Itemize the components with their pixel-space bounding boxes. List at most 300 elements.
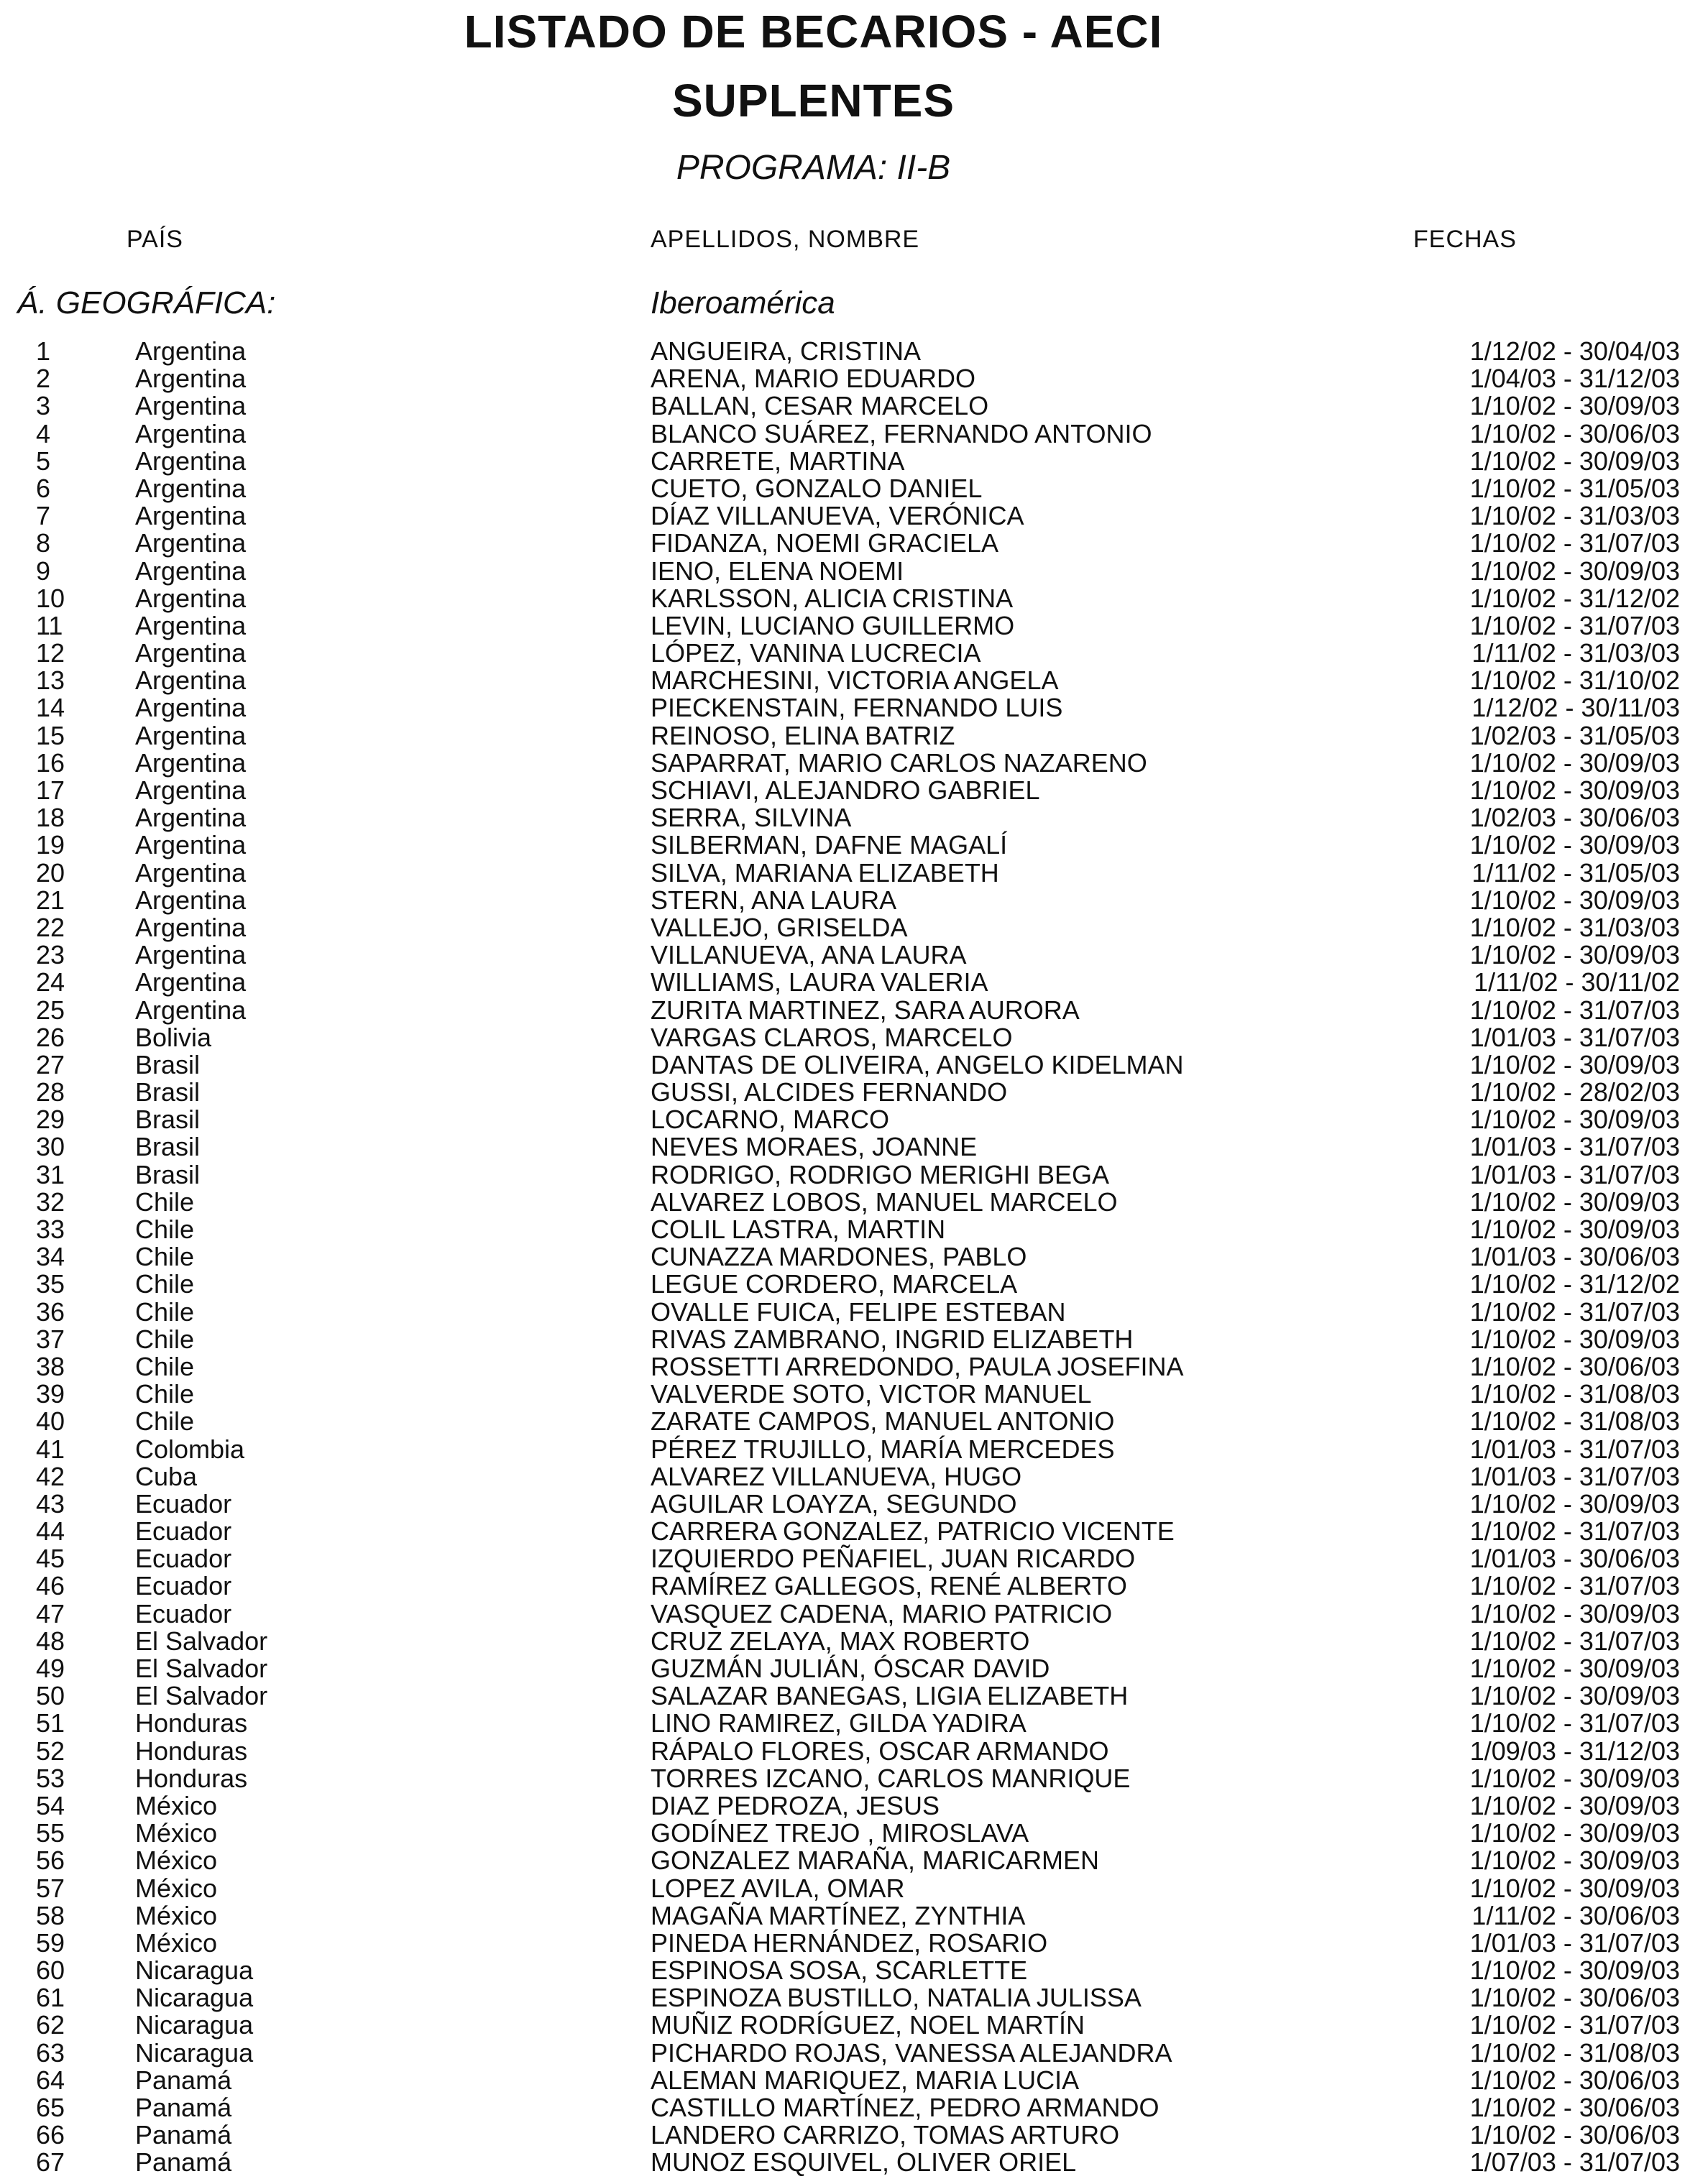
- table-row: [0, 1655, 1690, 1682]
- row-name: ALVAREZ VILLANUEVA, HUGO: [651, 1461, 1022, 1491]
- row-country: El Salvador: [135, 1654, 268, 1683]
- row-dates: 1/10/02 - 30/09/03: [1469, 391, 1680, 421]
- row-dates: 1/10/02 - 31/05/03: [1469, 473, 1680, 503]
- row-country: Argentina: [135, 693, 247, 723]
- table-row: [0, 1408, 1690, 1435]
- row-dates: 1/10/02 - 30/09/03: [1469, 1324, 1680, 1354]
- row-name: CUETO, GONZALO DANIEL: [651, 473, 983, 503]
- row-name: SILBERMAN, DAFNE MAGALÍ: [651, 830, 1008, 860]
- row-name: LEVIN, LUCIANO GUILLERMO: [651, 610, 1015, 640]
- row-country: Argentina: [135, 610, 247, 640]
- table-row: [0, 1682, 1690, 1710]
- row-dates: 1/10/02 - 30/06/03: [1469, 1983, 1680, 2013]
- row-dates: 1/10/02 - 31/07/03: [1469, 1296, 1680, 1327]
- row-number: 44: [36, 1516, 65, 1547]
- row-name: LANDERO CARRIZO, TOMAS ARTURO: [651, 2120, 1120, 2150]
- area-geografica-label: Á. GEOGRÁFICA:: [17, 285, 276, 321]
- row-number: 17: [36, 775, 65, 805]
- table-row: [0, 777, 1690, 804]
- row-number: 19: [36, 830, 65, 860]
- table-row: [0, 1902, 1690, 1930]
- row-country: Ecuador: [135, 1598, 232, 1628]
- row-name: ZARATE CAMPOS, MANUEL ANTONIO: [651, 1406, 1115, 1437]
- row-name: STERN, ANA LAURA: [651, 885, 897, 915]
- table-row: [0, 1600, 1690, 1628]
- table-row: [0, 1133, 1690, 1161]
- table-row: [0, 2094, 1690, 2121]
- row-dates: 1/10/02 - 30/09/03: [1469, 446, 1680, 476]
- row-dates: 1/10/02 - 30/09/03: [1469, 1818, 1680, 1848]
- table-row: [0, 887, 1690, 914]
- table-row: [0, 747, 1690, 778]
- row-dates: 1/10/02 - 30/09/03: [1469, 1790, 1680, 1820]
- row-name: GUZMÁN JULIÁN, ÓSCAR DAVID: [651, 1654, 1050, 1683]
- row-dates: 1/10/02 - 30/09/03: [1469, 1598, 1680, 1628]
- table-row: [0, 558, 1690, 585]
- row-country: Chile: [135, 1351, 195, 1381]
- table-row: [0, 338, 1690, 365]
- table-row: [0, 1326, 1690, 1353]
- row-name: ESPINOZA BUSTILLO, NATALIA JULISSA: [651, 1983, 1142, 2013]
- row-dates: 1/10/02 - 30/09/03: [1469, 885, 1680, 915]
- row-number: 34: [36, 1242, 65, 1272]
- table-row: [0, 1436, 1690, 1463]
- row-dates: 1/11/02 - 31/05/03: [1471, 857, 1680, 888]
- table-row: [0, 1792, 1690, 1820]
- row-name: ALEMAN MARIQUEZ, MARIA LUCIA: [651, 2065, 1080, 2095]
- row-dates: 1/11/02 - 30/11/02: [1474, 967, 1680, 997]
- row-number: 49: [36, 1654, 65, 1683]
- row-number: 29: [36, 1105, 65, 1135]
- row-name: OVALLE FUICA, FELIPE ESTEBAN: [651, 1296, 1066, 1327]
- row-name: ROSSETTI ARREDONDO, PAULA JOSEFINA: [651, 1351, 1184, 1381]
- table-row: [0, 2012, 1690, 2039]
- row-number: 47: [36, 1598, 65, 1628]
- table-row: [0, 1463, 1690, 1490]
- row-country: Cuba: [135, 1461, 198, 1491]
- row-number: 42: [36, 1461, 65, 1491]
- row-number: 10: [36, 583, 65, 613]
- row-name: IZQUIERDO PEÑAFIEL, JUAN RICARDO: [651, 1544, 1136, 1574]
- row-country: Panamá: [135, 2065, 232, 2095]
- row-dates: 1/10/02 - 31/08/03: [1469, 2037, 1680, 2068]
- document-subtitle: SUPLENTES: [671, 75, 955, 126]
- row-country: Argentina: [135, 885, 247, 915]
- table-row: [0, 502, 1690, 530]
- row-country: Argentina: [135, 665, 247, 696]
- table-row: [0, 1984, 1690, 2012]
- row-name: AGUILAR LOAYZA, SEGUNDO: [651, 1488, 1017, 1519]
- row-dates: 1/01/03 - 31/07/03: [1469, 1461, 1680, 1491]
- row-dates: 1/09/03 - 31/12/03: [1469, 1736, 1680, 1766]
- row-dates: 1/10/02 - 30/09/03: [1469, 556, 1680, 586]
- row-dates: 1/10/02 - 31/07/03: [1469, 610, 1680, 640]
- table-row: [0, 585, 1690, 612]
- row-dates: 1/01/03 - 31/07/03: [1469, 1159, 1680, 1189]
- row-name: CRUZ ZELAYA, MAX ROBERTO: [651, 1626, 1030, 1656]
- row-country: Argentina: [135, 912, 247, 942]
- row-number: 45: [36, 1544, 65, 1574]
- row-dates: 1/04/03 - 31/12/03: [1469, 364, 1680, 394]
- row-dates: 1/10/02 - 31/12/02: [1469, 1269, 1680, 1299]
- table-row: [0, 1518, 1690, 1545]
- row-number: 57: [36, 1873, 65, 1903]
- row-country: Ecuador: [135, 1571, 232, 1601]
- row-dates: 1/10/02 - 30/09/03: [1469, 1654, 1680, 1683]
- row-country: Argentina: [135, 830, 247, 860]
- row-name: PIECKENSTAIN, FERNANDO LUIS: [651, 693, 1063, 723]
- row-country: Argentina: [135, 446, 247, 476]
- row-name: KARLSSON, ALICIA CRISTINA: [651, 583, 1014, 613]
- row-number: 59: [36, 1927, 65, 1958]
- row-number: 1: [36, 336, 51, 366]
- row-name: CASTILLO MARTÍNEZ, PEDRO ARMANDO: [651, 2093, 1159, 2122]
- row-name: ZURITA MARTINEZ, SARA AURORA: [651, 995, 1080, 1025]
- row-name: NEVES MORAES, JOANNE: [651, 1132, 978, 1162]
- row-dates: 1/01/03 - 31/07/03: [1469, 1927, 1680, 1958]
- row-country: Argentina: [135, 501, 247, 531]
- row-number: 13: [36, 665, 65, 696]
- row-number: 15: [36, 720, 65, 750]
- row-country: Argentina: [135, 364, 247, 394]
- row-country: Argentina: [135, 995, 247, 1025]
- table-row: [0, 1161, 1690, 1189]
- row-number: 4: [36, 418, 51, 448]
- row-country: Panamá: [135, 2120, 232, 2150]
- row-number: 3: [36, 391, 51, 421]
- row-name: SERRA, SILVINA: [651, 803, 852, 833]
- row-name: WILLIAMS, LAURA VALERIA: [651, 967, 988, 997]
- row-number: 37: [36, 1324, 65, 1354]
- row-name: BLANCO SUÁREZ, FERNANDO ANTONIO: [651, 418, 1152, 448]
- row-name: RAMÍREZ GALLEGOS, RENÉ ALBERTO: [651, 1571, 1127, 1601]
- row-country: México: [135, 1818, 218, 1848]
- row-dates: 1/10/02 - 31/07/03: [1469, 995, 1680, 1025]
- table-row: [0, 1271, 1690, 1298]
- row-name: RÁPALO FLORES, OSCAR ARMANDO: [651, 1736, 1109, 1766]
- row-number: 14: [36, 693, 65, 723]
- row-number: 53: [36, 1763, 65, 1793]
- row-number: 11: [36, 610, 63, 640]
- table-row: [0, 804, 1690, 831]
- row-number: 65: [36, 2093, 65, 2122]
- row-number: 30: [36, 1132, 65, 1162]
- row-country: Chile: [135, 1269, 195, 1299]
- row-dates: 1/10/02 - 30/09/03: [1469, 1846, 1680, 1876]
- row-country: Argentina: [135, 638, 247, 668]
- table-row: [0, 1875, 1690, 1902]
- table-row: [0, 1106, 1690, 1133]
- row-dates: 1/02/03 - 31/05/03: [1469, 720, 1680, 750]
- row-name: VILLANUEVA, ANA LAURA: [651, 940, 967, 970]
- row-dates: 1/10/02 - 30/06/03: [1469, 418, 1680, 448]
- row-name: GONZALEZ MARAÑA, MARICARMEN: [651, 1846, 1100, 1876]
- table-row: [0, 1545, 1690, 1572]
- row-country: Ecuador: [135, 1516, 232, 1547]
- row-number: 25: [36, 995, 65, 1025]
- row-number: 54: [36, 1790, 65, 1820]
- table-row: [0, 969, 1690, 996]
- table-row: [0, 997, 1690, 1024]
- row-dates: 1/10/02 - 30/06/03: [1469, 2065, 1680, 2095]
- row-name: PICHARDO ROJAS, VANESSA ALEJANDRA: [651, 2037, 1172, 2068]
- row-name: VALLEJO, GRISELDA: [651, 912, 908, 942]
- row-dates: 1/10/02 - 30/09/03: [1469, 1187, 1680, 1217]
- row-dates: 1/10/02 - 31/10/02: [1469, 665, 1680, 696]
- row-country: Argentina: [135, 803, 247, 833]
- row-dates: 1/10/02 - 30/09/03: [1469, 1873, 1680, 1903]
- table-row: [0, 2067, 1690, 2094]
- row-dates: 1/10/02 - 31/07/03: [1469, 1626, 1680, 1656]
- row-name: GUSSI, ALCIDES FERNANDO: [651, 1077, 1008, 1107]
- row-name: MUNOZ ESQUIVEL, OLIVER ORIEL: [651, 2147, 1077, 2178]
- table-row: [0, 475, 1690, 502]
- row-name: LOCARNO, MARCO: [651, 1105, 890, 1135]
- table-row: [0, 722, 1690, 750]
- row-dates: 1/10/02 - 30/09/03: [1469, 940, 1680, 970]
- row-name: ALVAREZ LOBOS, MANUEL MARCELO: [651, 1187, 1118, 1217]
- row-name: IENO, ELENA NOEMI: [651, 556, 904, 586]
- row-number: 50: [36, 1681, 65, 1711]
- row-number: 2: [36, 364, 51, 394]
- row-name: CARRERA GONZALEZ, PATRICIO VICENTE: [651, 1516, 1175, 1547]
- row-dates: 1/10/02 - 30/09/03: [1469, 1488, 1680, 1519]
- row-name: LINO RAMIREZ, GILDA YADIRA: [651, 1708, 1027, 1738]
- area-geografica-value: Iberoamérica: [651, 285, 835, 321]
- row-name: ANGUEIRA, CRISTINA: [651, 336, 922, 366]
- table-row: [0, 420, 1690, 448]
- row-name: SCHIAVI, ALEJANDRO GABRIEL: [651, 775, 1040, 805]
- row-country: México: [135, 1846, 218, 1876]
- row-number: 32: [36, 1187, 65, 1217]
- row-number: 33: [36, 1215, 65, 1244]
- becarios-list: [0, 338, 1690, 2177]
- row-dates: 1/12/02 - 30/11/03: [1471, 693, 1680, 723]
- row-number: 40: [36, 1406, 65, 1437]
- table-row: [0, 1189, 1690, 1216]
- row-dates: 1/11/02 - 30/06/03: [1471, 1900, 1680, 1930]
- row-number: 8: [36, 528, 51, 558]
- table-row: [0, 2037, 1690, 2068]
- row-name: VASQUEZ CADENA, MARIO PATRICIO: [651, 1598, 1113, 1628]
- row-name: RODRIGO, RODRIGO MERIGHI BEGA: [651, 1159, 1110, 1189]
- row-dates: 1/01/03 - 30/06/03: [1469, 1544, 1680, 1574]
- row-dates: 1/10/02 - 31/07/03: [1469, 1571, 1680, 1601]
- row-number: 36: [36, 1296, 65, 1327]
- row-number: 64: [36, 2065, 65, 2095]
- row-name: MARCHESINI, VICTORIA ANGELA: [651, 665, 1059, 696]
- row-number: 21: [36, 885, 65, 915]
- row-number: 7: [36, 501, 51, 531]
- row-dates: 1/10/02 - 30/09/03: [1469, 775, 1680, 805]
- row-dates: 1/10/02 - 30/09/03: [1469, 1105, 1680, 1135]
- row-number: 27: [36, 1049, 65, 1079]
- row-country: Argentina: [135, 528, 247, 558]
- row-dates: 1/10/02 - 30/09/03: [1469, 1215, 1680, 1244]
- row-country: Chile: [135, 1296, 195, 1327]
- table-row: [0, 530, 1690, 557]
- row-dates: 1/10/02 - 30/09/03: [1469, 1955, 1680, 1986]
- row-country: Argentina: [135, 967, 247, 997]
- table-row: [0, 448, 1690, 475]
- row-name: DIAZ PEDROZA, JESUS: [651, 1790, 940, 1820]
- row-dates: 1/10/02 - 31/07/03: [1469, 528, 1680, 558]
- row-country: Brasil: [135, 1049, 201, 1079]
- row-dates: 1/11/02 - 31/03/03: [1471, 638, 1680, 668]
- row-number: 26: [36, 1022, 65, 1052]
- row-country: Brasil: [135, 1105, 201, 1135]
- row-country: Panamá: [135, 2147, 232, 2178]
- column-header-pais: PAÍS: [127, 226, 183, 253]
- row-name: DÍAZ VILLANUEVA, VERÓNICA: [651, 501, 1024, 531]
- row-name: BALLAN, CESAR MARCELO: [651, 391, 989, 421]
- row-country: Nicaragua: [135, 2037, 254, 2068]
- table-row: [0, 1738, 1690, 1765]
- row-dates: 1/10/02 - 31/07/03: [1469, 2010, 1680, 2040]
- column-header-fechas: FECHAS: [1413, 226, 1517, 253]
- row-name: REINOSO, ELINA BATRIZ: [651, 720, 955, 750]
- row-name: PINEDA HERNÁNDEZ, ROSARIO: [651, 1927, 1048, 1958]
- row-number: 41: [36, 1434, 65, 1464]
- table-row: [0, 1051, 1690, 1079]
- row-country: Argentina: [135, 720, 247, 750]
- row-country: Brasil: [135, 1077, 201, 1107]
- row-dates: 1/10/02 - 31/03/03: [1469, 912, 1680, 942]
- row-country: Argentina: [135, 391, 247, 421]
- row-name: CARRETE, MARTINA: [651, 446, 905, 476]
- row-dates: 1/10/02 - 30/09/03: [1469, 747, 1680, 778]
- row-number: 31: [36, 1159, 65, 1189]
- row-name: VALVERDE SOTO, VICTOR MANUEL: [651, 1379, 1092, 1409]
- row-country: México: [135, 1790, 218, 1820]
- row-number: 12: [36, 638, 65, 668]
- table-row: [0, 1572, 1690, 1600]
- row-dates: 1/01/03 - 30/06/03: [1469, 1242, 1680, 1272]
- table-row: [0, 914, 1690, 941]
- row-name: LÓPEZ, VANINA LUCRECIA: [651, 638, 981, 668]
- row-country: Brasil: [135, 1159, 201, 1189]
- row-name: GODÍNEZ TREJO , MIROSLAVA: [651, 1818, 1029, 1848]
- table-row: [0, 694, 1690, 722]
- table-row: [0, 2149, 1690, 2176]
- row-country: Argentina: [135, 336, 247, 366]
- programa-label: PROGRAMA: II-B: [676, 149, 951, 187]
- row-name: ARENA, MARIO EDUARDO: [651, 364, 976, 394]
- row-number: 43: [36, 1488, 65, 1519]
- row-number: 39: [36, 1379, 65, 1409]
- row-name: SILVA, MARIANA ELIZABETH: [651, 857, 999, 888]
- table-row: [0, 1296, 1690, 1327]
- row-dates: 1/10/02 - 30/06/03: [1469, 2093, 1680, 2122]
- row-country: Honduras: [135, 1736, 248, 1766]
- table-row: [0, 1381, 1690, 1408]
- document-title: LISTADO DE BECARIOS - AECI: [464, 6, 1163, 57]
- row-country: Chile: [135, 1406, 195, 1437]
- row-number: 60: [36, 1955, 65, 1986]
- table-row: [0, 941, 1690, 969]
- table-row: [0, 1820, 1690, 1847]
- row-number: 46: [36, 1571, 65, 1601]
- row-country: Brasil: [135, 1132, 201, 1162]
- row-name: CUNAZZA MARDONES, PABLO: [651, 1242, 1027, 1272]
- row-country: Chile: [135, 1187, 195, 1217]
- row-number: 18: [36, 803, 65, 833]
- row-country: Ecuador: [135, 1488, 232, 1519]
- row-country: Argentina: [135, 940, 247, 970]
- row-dates: 1/01/03 - 31/07/03: [1469, 1434, 1680, 1464]
- row-number: 20: [36, 857, 65, 888]
- row-number: 23: [36, 940, 65, 970]
- row-name: MAGAÑA MARTÍNEZ, ZYNTHIA: [651, 1900, 1026, 1930]
- row-number: 28: [36, 1077, 65, 1107]
- table-row: [0, 667, 1690, 694]
- row-name: VARGAS CLAROS, MARCELO: [651, 1022, 1013, 1052]
- row-country: Nicaragua: [135, 1955, 254, 1986]
- row-number: 6: [36, 473, 51, 503]
- row-name: LEGUE CORDERO, MARCELA: [651, 1269, 1018, 1299]
- row-country: Ecuador: [135, 1544, 232, 1574]
- row-country: Argentina: [135, 473, 247, 503]
- row-name: TORRES IZCANO, CARLOS MANRIQUE: [651, 1763, 1131, 1793]
- row-country: Honduras: [135, 1708, 248, 1738]
- row-dates: 1/01/03 - 31/07/03: [1469, 1022, 1680, 1052]
- row-name: PÉREZ TRUJILLO, MARÍA MERCEDES: [651, 1434, 1115, 1464]
- table-row: [0, 831, 1690, 859]
- row-dates: 1/10/02 - 30/09/03: [1469, 1681, 1680, 1711]
- row-country: Argentina: [135, 418, 247, 448]
- table-row: [0, 1216, 1690, 1243]
- row-country: México: [135, 1900, 218, 1930]
- table-row: [0, 1927, 1690, 1958]
- table-row: [0, 857, 1690, 888]
- row-country: Argentina: [135, 583, 247, 613]
- row-dates: 1/10/02 - 30/09/03: [1469, 1763, 1680, 1793]
- row-dates: 1/02/03 - 30/06/03: [1469, 803, 1680, 833]
- row-number: 62: [36, 2010, 65, 2040]
- table-row: [0, 392, 1690, 420]
- row-dates: 1/01/03 - 31/07/03: [1469, 1132, 1680, 1162]
- row-dates: 1/10/02 - 30/06/03: [1469, 2120, 1680, 2150]
- row-name: ESPINOSA SOSA, SCARLETTE: [651, 1955, 1028, 1986]
- table-row: [0, 1079, 1690, 1106]
- column-header-nombre: APELLIDOS, NOMBRE: [651, 226, 920, 253]
- row-name: SAPARRAT, MARIO CARLOS NAZARENO: [651, 747, 1147, 778]
- row-number: 5: [36, 446, 51, 476]
- row-dates: 1/10/02 - 31/08/03: [1469, 1406, 1680, 1437]
- row-number: 58: [36, 1900, 65, 1930]
- row-dates: 1/10/02 - 31/07/03: [1469, 1516, 1680, 1547]
- row-dates: 1/07/03 - 31/07/03: [1469, 2147, 1680, 2178]
- row-number: 16: [36, 747, 65, 778]
- row-number: 35: [36, 1269, 65, 1299]
- row-number: 9: [36, 556, 51, 586]
- row-dates: 1/10/02 - 31/03/03: [1469, 501, 1680, 531]
- row-dates: 1/12/02 - 30/04/03: [1469, 336, 1680, 366]
- row-country: El Salvador: [135, 1626, 268, 1656]
- row-country: Argentina: [135, 747, 247, 778]
- row-country: Chile: [135, 1242, 195, 1272]
- row-country: Argentina: [135, 556, 247, 586]
- row-number: 61: [36, 1983, 65, 2013]
- row-name: MUÑIZ RODRÍGUEZ, NOEL MARTÍN: [651, 2010, 1085, 2040]
- row-country: Bolivia: [135, 1022, 212, 1052]
- row-country: El Salvador: [135, 1681, 268, 1711]
- table-row: [0, 1243, 1690, 1271]
- row-name: DANTAS DE OLIVEIRA, ANGELO KIDELMAN: [651, 1049, 1184, 1079]
- table-row: [0, 612, 1690, 640]
- row-name: RIVAS ZAMBRANO, INGRID ELIZABETH: [651, 1324, 1134, 1354]
- row-number: 67: [36, 2147, 65, 2178]
